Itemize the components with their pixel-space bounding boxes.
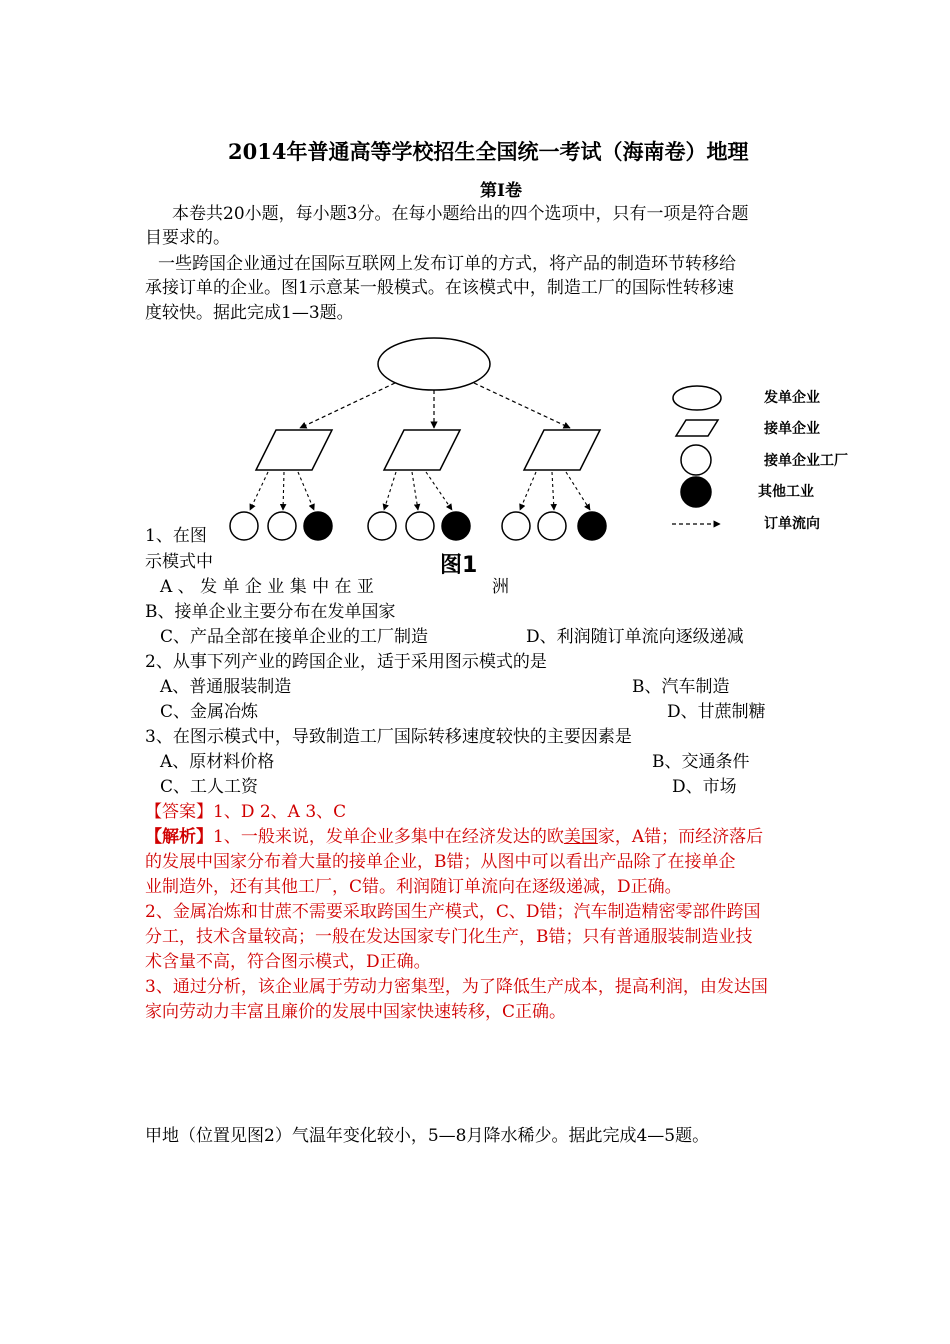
- analysis-underlined-text: 美国: [563, 827, 598, 847]
- intro-line-2: 承接订单的企业。图1示意某一般模式。在该模式中，制造工厂的国际性转移速: [145, 278, 734, 298]
- q1-option-b: B、接单企业主要分布在发单国家: [145, 602, 396, 622]
- legend-label: 接单企业: [764, 421, 820, 437]
- q1-option-c: C、产品全部在接单企业的工厂制造: [160, 627, 429, 647]
- analysis-p1-line-1: [145, 825, 763, 849]
- contractor-factory-node: [268, 512, 296, 540]
- q3-option-b: B、交通条件: [652, 752, 750, 772]
- other-industry-node: [578, 512, 606, 540]
- q2-option-d: D、甘蔗制糖: [667, 702, 766, 722]
- analysis-text: 家，A错；而经济落后: [597, 827, 764, 847]
- instructions-line-2: 目要求的。: [145, 228, 230, 248]
- instructions-line-1: 本卷共20小题，每小题3分。在每小题给出的四个选项中，只有一项是符合题: [172, 204, 749, 224]
- order-flow-arrow: [298, 472, 314, 510]
- answer-text: 1、D 2、A 3、C: [213, 802, 347, 822]
- q1-stem-part2: 示模式中: [145, 552, 213, 572]
- contractor-factory-node: [368, 512, 396, 540]
- q2-option-c: C、金属冶炼: [160, 702, 259, 722]
- issuing-enterprise-node: [378, 338, 490, 390]
- answer-line: [145, 800, 346, 824]
- analysis-p2-line-3: 术含量不高，符合图示模式，D正确。: [145, 952, 431, 972]
- order-flow-arrow: [566, 472, 590, 510]
- order-flow-arrow: [426, 472, 452, 510]
- analysis-p1-line-2: 的发展中国家分布着大量的接单企业，B错；从图中可以看出产品除了在接单企: [145, 852, 736, 872]
- legend-label: 接单企业工厂: [764, 453, 848, 469]
- page-title: 2014年普通高等学校招生全国统一考试（海南卷）地理: [228, 139, 749, 164]
- order-flow-arrow: [520, 472, 536, 510]
- q2-stem: 2、从事下列产业的跨国企业，适于采用图示模式的是: [145, 652, 547, 672]
- order-flow-arrow: [474, 383, 570, 428]
- other-industry-node: [304, 512, 332, 540]
- legend-label: 订单流向: [764, 516, 820, 532]
- q3-stem: 3、在图示模式中，导致制造工厂国际转移速度较快的主要因素是: [145, 727, 632, 747]
- figure-1-diagram: [0, 330, 950, 580]
- contractor-factory-node: [230, 512, 258, 540]
- order-flow-arrow: [250, 472, 268, 510]
- order-flow-arrow: [384, 472, 396, 510]
- contractor-factory-node: [406, 512, 434, 540]
- contractor-node: [524, 430, 600, 470]
- analysis-label: 【解析】: [145, 827, 213, 847]
- q3-option-a: A、原材料价格: [160, 752, 275, 772]
- analysis-p1-line-3: 业制造外，还有其他工厂，C错。利润随订单流向在逐级递减，D正确。: [145, 877, 682, 897]
- figure-caption: 图1: [440, 553, 478, 578]
- analysis-text: 1、一般来说，发单企业多集中在经济发达的欧: [213, 827, 564, 847]
- analysis-p2-line-1: 2、金属冶炼和甘蔗不需要采取跨国生产模式，C、D错；汽车制造精密零部件跨国: [145, 902, 761, 922]
- analysis-p3-line-2: 家向劳动力丰富且廉价的发展中国家快速转移，C正确。: [145, 1002, 567, 1022]
- analysis-p2-line-2: 分工，技术含量较高；一般在发达国家专门化生产，B错；只有普通服装制造业技: [145, 927, 753, 947]
- intro-line-1: 一些跨国企业通过在国际互联网上发布订单的方式，将产品的制造环节转移给: [158, 254, 736, 274]
- order-flow-arrow: [552, 472, 554, 510]
- q1-option-a-tail: 洲: [492, 577, 509, 597]
- contractor-factory-node: [502, 512, 530, 540]
- order-flow-arrow: [412, 472, 418, 510]
- next-question-intro: 甲地（位置见图2）气温年变化较小，5—8月降水稀少。据此完成4—5题。: [145, 1126, 710, 1146]
- q2-option-b: B、汽车制造: [632, 677, 730, 697]
- legend-parallelogram-icon: [676, 420, 718, 436]
- other-industry-node: [442, 512, 470, 540]
- legend-ellipse-icon: [673, 386, 721, 410]
- intro-line-3: 度较快。据此完成1—3题。: [145, 303, 354, 323]
- legend-circle-icon: [681, 445, 711, 475]
- section-heading: 第Ⅰ卷: [480, 181, 522, 201]
- legend-label: 其他工业: [758, 484, 814, 500]
- q1-option-d: D、利润随订单流向逐级递减: [526, 627, 744, 647]
- order-flow-arrow: [300, 383, 395, 428]
- legend-label: 发单企业: [764, 390, 820, 406]
- analysis-p3-line-1: 3、通过分析，该企业属于劳动力密集型，为了降低生产成本，提高利润，由发达国: [145, 977, 768, 997]
- q1-stem-part1: 1、在图: [145, 526, 207, 546]
- q2-option-a: A、普通服装制造: [160, 677, 292, 697]
- contractor-factory-node: [538, 512, 566, 540]
- contractor-node: [256, 430, 332, 470]
- order-flow-arrow: [283, 472, 284, 510]
- contractor-node: [384, 430, 460, 470]
- q3-option-c: C、工人工资: [160, 777, 259, 797]
- answer-label: 【答案】: [145, 802, 213, 822]
- q1-option-a: A 、 发 单 企 业 集 中 在 亚: [160, 577, 374, 597]
- q3-option-d: D、市场: [672, 777, 737, 797]
- legend-filled-circle-icon: [681, 477, 711, 507]
